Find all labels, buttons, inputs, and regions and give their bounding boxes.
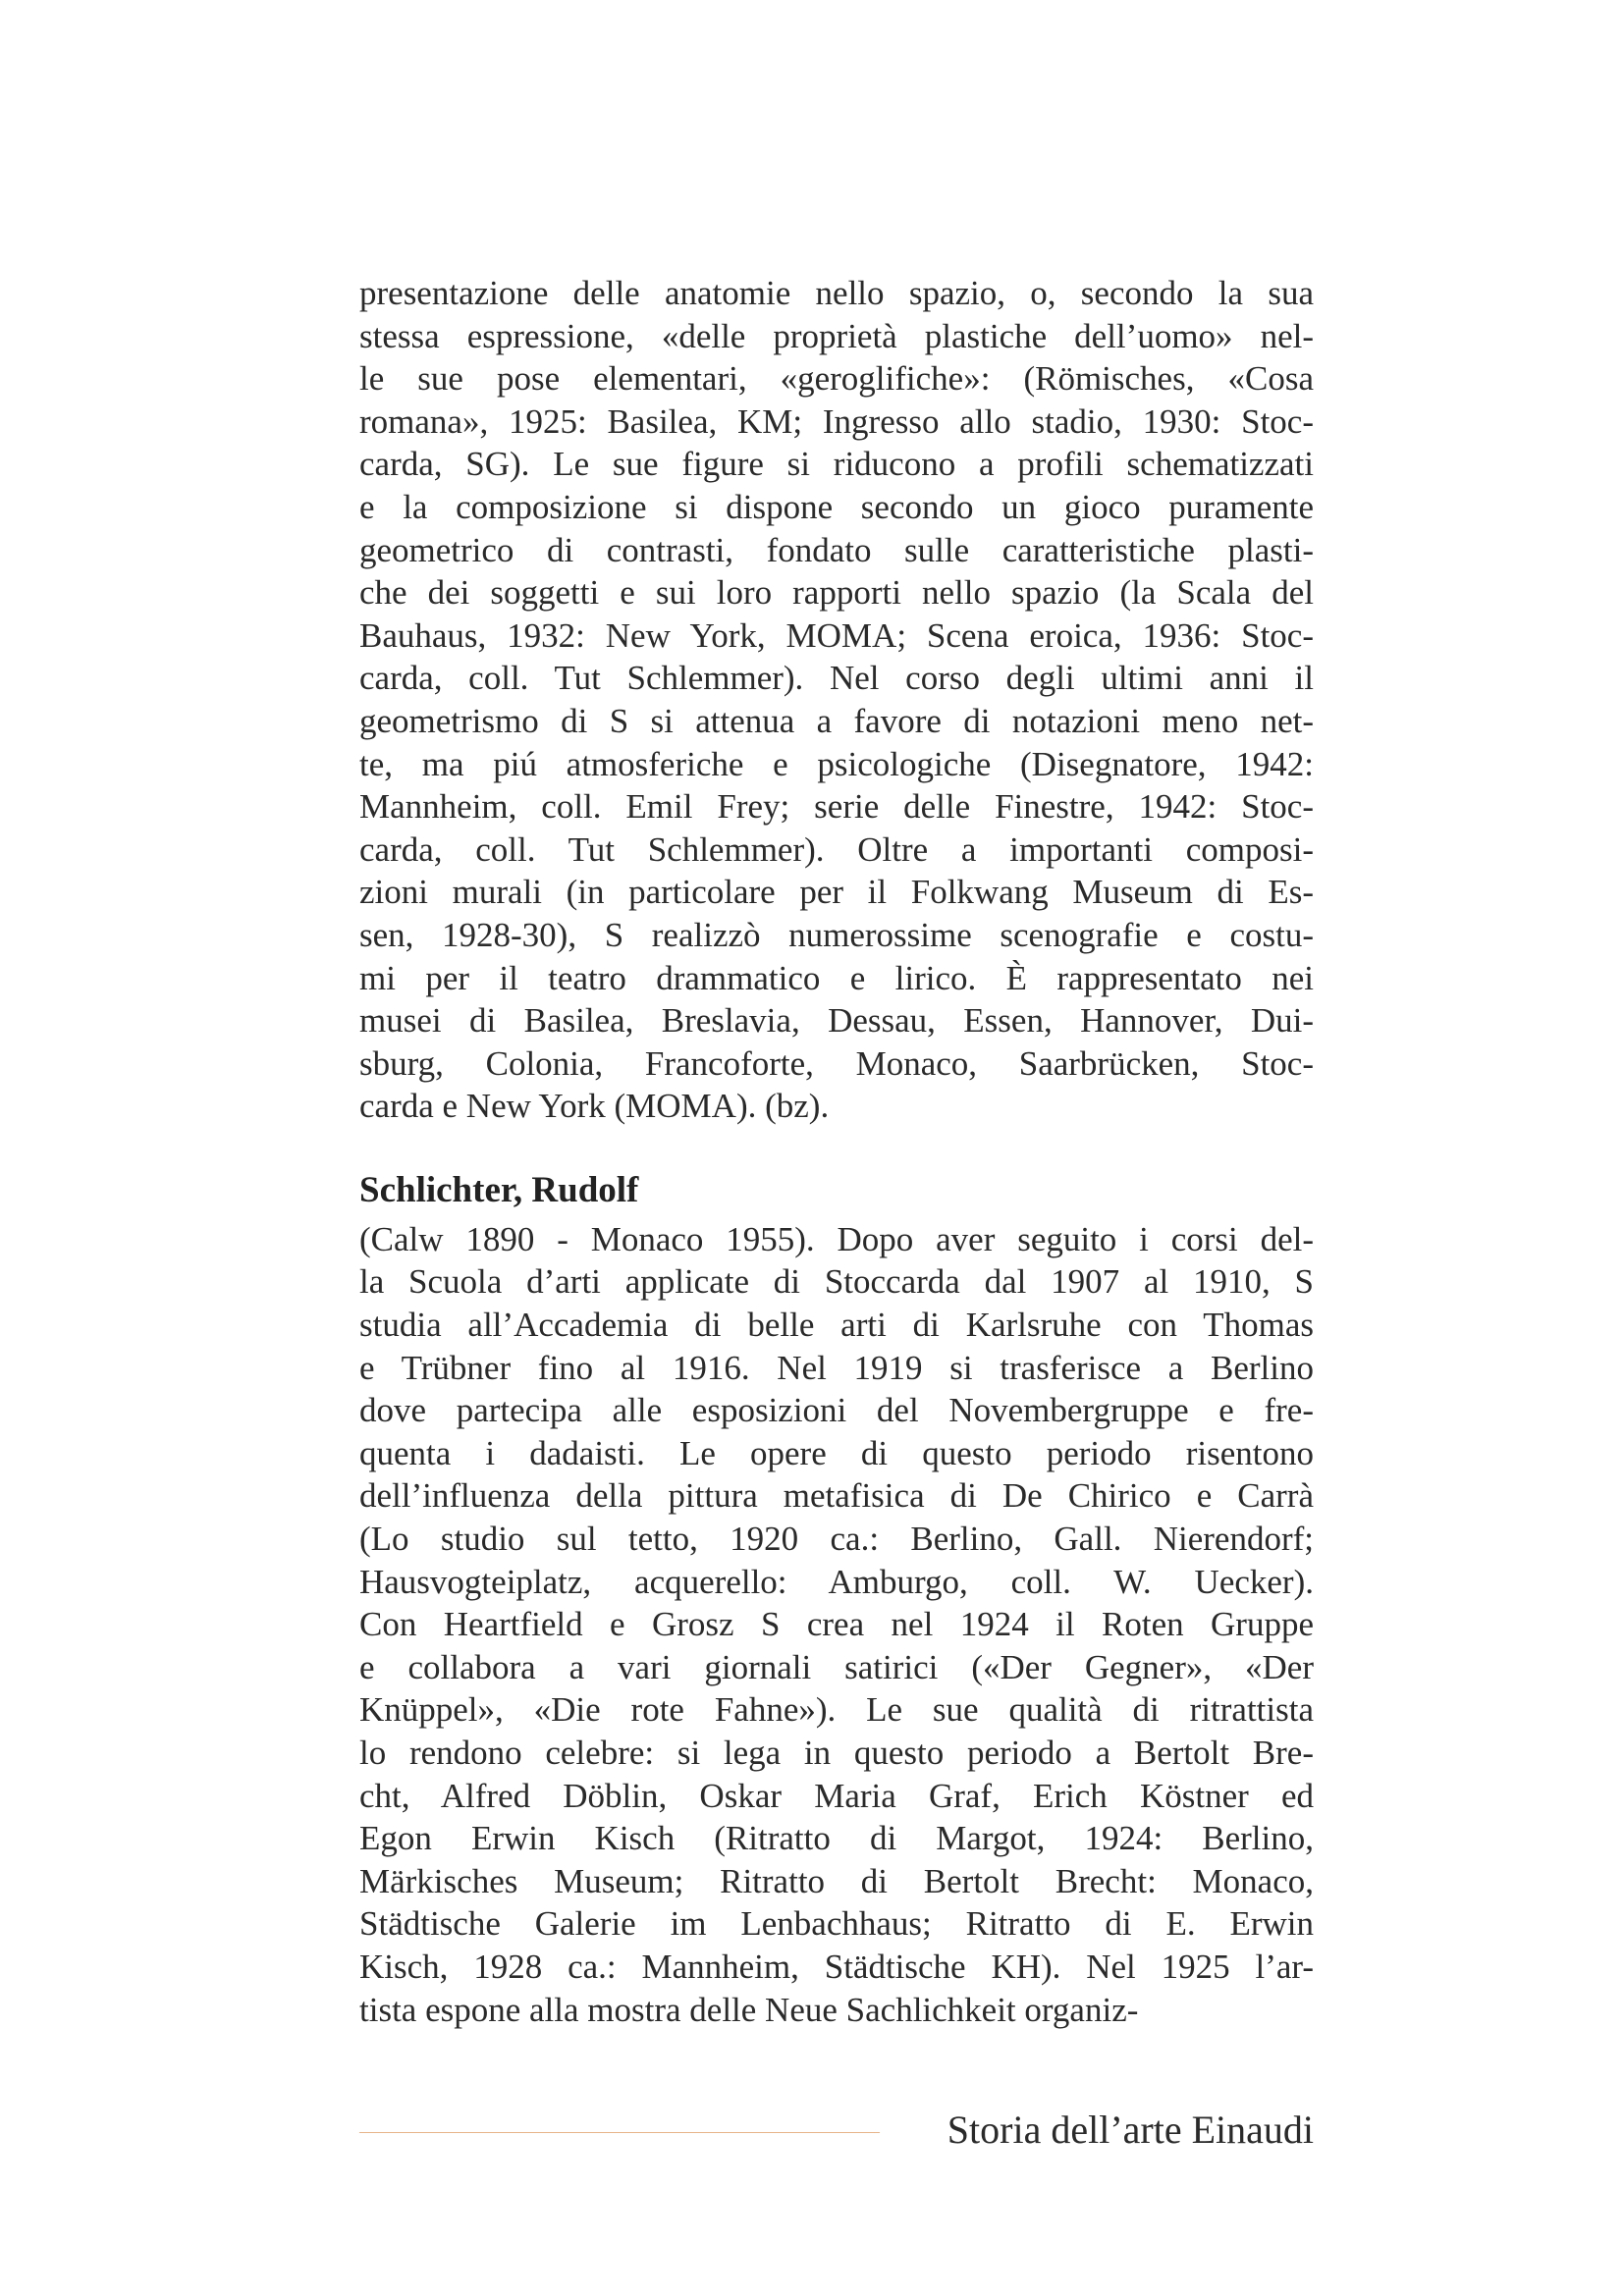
paragraph-continued-line: carda, coll. Tut Schlemmer). Oltre a importanti composi- (359, 829, 1314, 869)
paragraph-continued-line: carda, SG). Le sue figure si riducono a profili schematizzati (359, 445, 1314, 484)
paragraph-continued-line: musei di Basilea, Breslavia, Dessau, Essen, Hannover, Dui- (359, 1001, 1314, 1041)
paragraph-entry-line: Egon Erwin Kisch (Ritratto di Margot, 1924: Berlino, (359, 1819, 1314, 1858)
paragraph-entry-line: dove partecipa alle esposizioni del Novembergruppe e fre- (359, 1391, 1314, 1430)
paragraph-continued-line: carda e New York (MOMA). (bz). (359, 1087, 830, 1126)
paragraph-continued (359, 272, 1314, 1128)
paragraph-continued-line: sburg, Colonia, Francoforte, Monaco, Saarbrücken, Stoc- (359, 1043, 1314, 1083)
paragraph-continued-line: mi per il teatro drammatico e lirico. È rappresentato nei (359, 958, 1314, 997)
paragraph-continued-line: e la composizione si dispone secondo un gioco puramente (359, 487, 1314, 526)
paragraph-continued-line: sen, 1928-30), S realizzò numerossime scenografie e costu- (359, 915, 1314, 954)
paragraph-continued-line: te, ma piú atmosferiche e psicologiche (Disegnatore, 1942: (359, 744, 1314, 783)
footer-title: Storia dell’arte Einaudi (947, 2108, 1314, 2152)
paragraph-continued-line: geometrismo di S si attenua a favore di notazioni meno net- (359, 701, 1314, 740)
paragraph-continued-line: le sue pose elementari, «geroglifiche»: (Römisches, «Cosa (359, 359, 1314, 399)
paragraph-entry-line: e Trübner fino al 1916. Nel 1919 si trasferisce a Berlino (359, 1348, 1314, 1387)
paragraph-entry-line: e collabora a vari giornali satirici («Der Gegner», «Der (359, 1647, 1314, 1686)
paragraph-entry-line: lo rendono celebre: si lega in questo periodo a Bertolt Bre- (359, 1734, 1314, 1772)
paragraph-continued-line: stessa espressione, «delle proprietà plastiche dell’uomo» nel- (359, 316, 1314, 355)
paragraph-continued-line: Bauhaus, 1932: New York, MOMA; Scena eroica, 1936: Stoc- (359, 615, 1314, 655)
paragraph-entry-line: studia all’Accademia di belle arti di Karlsruhe con Thomas (359, 1306, 1314, 1345)
paragraph-entry-line: quenta i dadaisti. Le opere di questo periodo risentono (359, 1433, 1314, 1472)
paragraph-entry-line: la Scuola d’arti applicate di Stoccarda dal 1907 al 1910, S (359, 1262, 1314, 1302)
paragraph-entry-line: Städtische Galerie im Lenbachhaus; Ritratto di E. Erwin (359, 1904, 1314, 1944)
paragraph-continued-line: romana», 1925: Basilea, KM; Ingresso allo stadio, 1930: Stoc- (359, 401, 1314, 441)
paragraph-entry-line: Hausvogteiplatz, acquerello: Amburgo, coll. W. Uecker). (359, 1562, 1314, 1601)
paragraph-continued-line: che dei soggetti e sui loro rapporti nello spazio (la Scala del (359, 573, 1314, 613)
paragraph-continued-line: Mannheim, coll. Emil Frey; serie delle Finestre, 1942: Stoc- (359, 787, 1314, 827)
paragraph-continued-line: geometrico di contrasti, fondato sulle caratteristiche plasti- (359, 530, 1314, 569)
paragraph-entry-line: Knüppel», «Die rote Fahne»). Le sue qualità di ritrattista (359, 1690, 1314, 1730)
paragraph-entry (359, 1218, 1314, 2031)
paragraph-entry-line: cht, Alfred Döblin, Oskar Maria Graf, Erich Köstner ed (359, 1776, 1314, 1815)
paragraph-entry-line: dell’influenza della pittura metafisica di De Chirico e Carrà (359, 1476, 1314, 1516)
paragraph-continued-line: zioni murali (in particolare per il Folkwang Museum di Es- (359, 873, 1314, 912)
paragraph-continued-line: presentazione delle anatomie nello spazio, o, secondo la sua (359, 274, 1314, 312)
entry-heading: Schlichter, Rudolf (359, 1169, 639, 1210)
page-footer (359, 2101, 1314, 2160)
paragraph-entry-line: tista espone alla mostra delle Neue Sachlichkeit organiz- (359, 1990, 1139, 2029)
text-column (359, 272, 1314, 2031)
paragraph-entry-line: Kisch, 1928 ca.: Mannheim, Städtische KH). Nel 1925 l’ar- (359, 1947, 1314, 1986)
paragraph-entry-line: (Lo studio sul tetto, 1920 ca.: Berlino, Gall. Nierendorf; (359, 1520, 1314, 1559)
paragraph-continued-line: carda, coll. Tut Schlemmer). Nel corso degli ultimi anni il (359, 659, 1314, 698)
footer-rule (359, 2132, 880, 2133)
paragraph-entry-line: Märkisches Museum; Ritratto di Bertolt Brecht: Monaco, (359, 1861, 1314, 1900)
paragraph-entry-line: (Calw 1890 - Monaco 1955). Dopo aver seguito i corsi del- (359, 1219, 1314, 1258)
paragraph-entry-line: Con Heartfield e Grosz S crea nel 1924 il Roten Gruppe (359, 1605, 1314, 1644)
